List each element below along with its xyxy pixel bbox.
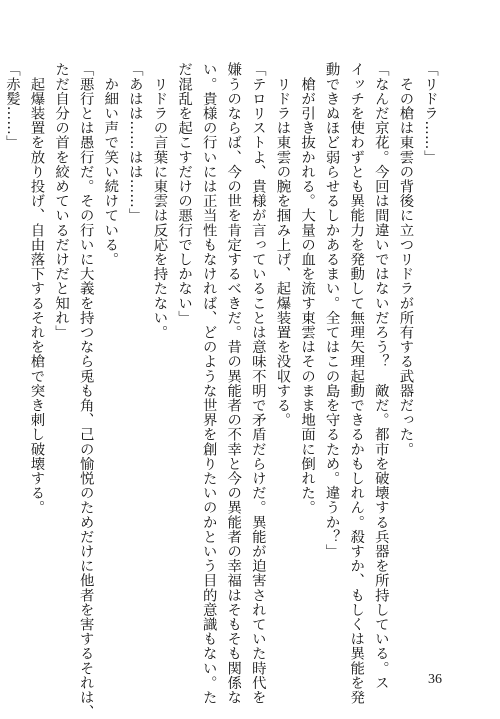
text-line: イッチを使わずとも異能力を発動して無理矢理起動できるかもしれん。殺すか、もしくは異能を発 — [348, 62, 365, 705]
text-line: か細い声で笑い続けている。 — [102, 62, 119, 267]
text-line: い。貴様の行いには正当性もなければ、どのような世界を創りたいのかという目的意識もない。た — [200, 62, 217, 705]
text-line: その槍は東雲の背後に立つリドラが所有する武器だった。 — [397, 62, 414, 457]
text-line: 動できぬほど弱らせるしかあるまい。全てはこの島を守るため。違うか？」 — [323, 62, 340, 559]
text-line: 「赤髪……」 — [3, 62, 20, 150]
text-line: 「悪行とは愚行だ。その行いに大義を持つなら兎も角、己の愉悦のためだけに他者を害するそれは、 — [77, 62, 94, 719]
text-line: 「あはは……はは……」 — [126, 62, 143, 223]
page-number: 36 — [428, 672, 442, 687]
text-line: リドラは東雲の腕を掴み上げ、起爆装置を没収する。 — [274, 62, 291, 427]
text-line: 「リドラ……」 — [422, 62, 438, 165]
text-line: 嫌うのならば、今の世を肯定するべきだ。昔の異能者の不幸と今の異能者の幸福はそもそも関係な — [225, 62, 242, 705]
text-line: 「テロリストよ、貴様が言っていることは意味不明で矛盾だらけだ。異能が迫害されていた時代を — [249, 62, 266, 705]
text-line: 槍が引き抜かれる。大量の血を流す東雲はそのまま地面に倒れた。 — [299, 62, 316, 515]
text-line: ただ自分の首を絞めているだけだと知れ」 — [53, 62, 70, 340]
text-line: 「なんだ京花。今回は間違いではないだろう？ 敵だ。都市を破壊する兵器を所持している。ス — [372, 62, 389, 690]
text-line: 起爆装置を放り投げ、自由落下するそれを槍で突き刺し破壊する。 — [28, 62, 45, 515]
text-line: だ混乱を起こすだけの悪行でしかない」 — [176, 62, 193, 325]
text-line: リドラの言葉に東雲は反応を持たない。 — [151, 62, 168, 340]
